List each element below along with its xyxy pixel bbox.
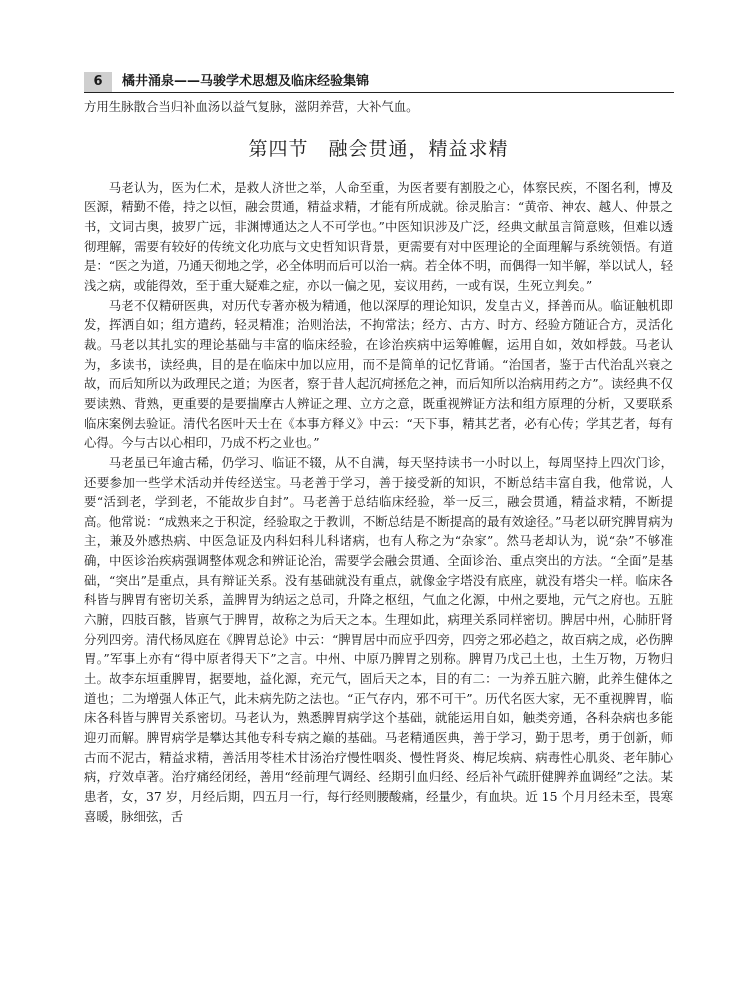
section-title: 第四节 融会贯通，精益求精 bbox=[248, 137, 509, 160]
page-number: 6 bbox=[84, 72, 112, 92]
running-header bbox=[84, 72, 674, 93]
running-title: 橘井涌泉——马骏学术思想及临床经验集锦 bbox=[122, 74, 370, 89]
body-paragraph-1: 马老认为，医为仁术，是救人济世之举，人命至重，为医者要有割股之心，体察民疾，不图名利，博及医源，精勤不倦，持之以恒，融会贯通，精益求精，才能有所成就。徐灵胎言：“黄帝、神农、越人、仲景之书，文词古奥，披罗广远，非渊博通达之人不可学也。”中医知识涉及广泛，经典文献虽言简意赅，但难以透彻理解，需要有较好的传统文化功底与文史哲知识背景，更需要有对中医理论的全面理解与系统领悟。有道是：“医之为道，乃通天彻地之学，必全体明而后可以治一病。若全体不明，而偶得一知半解，举以试人，轻浅之病，或能得效，至于重大疑难之症，亦以一偏之见，妄议用药，一或有误，生死立判矣。” bbox=[84, 179, 673, 293]
page-body bbox=[84, 97, 673, 826]
body-paragraph-2: 马老不仅精研医典，对历代专著亦极为精通，他以深厚的理论知识，发皇古义，择善而从。临证触机即发，挥洒自如；组方遣药，轻灵精准；治则治法，不拘常法；经方、古方、时方、经验方随证合方，灵活化裁。马老以其扎实的理论基础与丰富的临床经验，在诊治疾病中运筹帷幄，运用自如，效如桴鼓。马老认为，多读书，读经典，目的是在临床中加以应用，而不是简单的记忆背诵。“治国者，鉴于古代治乱兴衰之故，而后知所以为政理民之道；为医者，察于昔人起沉疴拯危之神，而后知所以治病用药之方”。读经典不仅要读熟、背熟，更重要的是要揣摩古人辨证之理、立方之意，既重视辨证方法和组方原理的分析，又要联系临床案例去验证。清代名医叶天士在《本事方释义》中云：“天下事，精其艺者，必有心传；学其艺者，每有心得。今与古以心相印，乃成不朽之业也。” bbox=[84, 297, 673, 451]
lead-paragraph: 方用生脉散合当归补血汤以益气复脉，滋阴养营，大补气血。 bbox=[84, 99, 419, 114]
body-paragraph-3: 马老虽已年逾古稀，仍学习、临证不辍，从不自满，每天坚持读书一小时以上，每周坚持上四次门诊，还要参加一些学术活动并传经送宝。马老善于学习，善于接受新的知识，不断总结丰富自我，他常说，人要“活到老，学到老，不能故步自封”。马老善于总结临床经验，举一反三，融会贯通，精益求精，不断提高。他常说：“成熟来之于积淀，经验取之于教训，不断总结是不断提高的最有效途径。”马老以研究脾胃病为主，兼及外感热病、中医急证及内科妇科儿科诸病，也有人称之为“杂家”。然马老却认为，说“杂”不够准确，中医诊治疾病强调整体观念和辨证论治，需要学会融会贯通、全面诊治、重点突出的方法。“全面”是基础，“突出”是重点，具有辩证关系。没有基础就没有重点，就像金字塔没有底座，就没有塔尖一样。临床各科皆与脾胃有密切关系，盖脾胃为纳运之总司，升降之枢纽，气血之化源，中州之要地，元气之府也。五脏六腑，四肢百骸，皆禀气于脾胃，故称之为后天之本。生理如此，病理关系同样密切。脾居中州，心肺肝肾分列四旁。清代杨凤庭在《脾胃总论》中云：“脾胃居中而应乎四旁，四旁之邪必趋之，故百病之成，必伤脾胃。”军事上亦有“得中原者得天下”之言。中州、中原乃脾胃之别称。脾胃乃戊己土也，土生万物，万物归土。故李东垣重脾胃，据要地，益化源，充元气，固后天之本，目的有二：一为养五脏六腑，此养生健体之道也；二为增强人体正气，此未病先防之法也。“正气存内，邪不可干”。历代名医大家，无不重视脾胃，临床各科皆与脾胃关系密切。马老认为，熟悉脾胃病学这个基础，就能运用自如，触类旁通，各科杂病也多能迎刃而解。脾胃病学是攀达其他专科专病之巅的基础。马老精通医典，善于学习，勤于思考，勇于创新，师古而不泥古，精益求精，善活用苓桂术甘汤治疗慢性咽炎、慢性肾炎、梅尼埃病、病毒性心肌炎、老年肺心病，疗效卓著。治疗痛经闭经，善用“经前理气调经、经期引血归经、经后补气疏肝健脾养血调经”之法。某患者，女，37 岁，月经后期，四五月一行，每行经则腰酸痛，经量少，有血块。近 15 个月月经未至，畏寒喜暖，脉细弦，舌 bbox=[84, 454, 673, 824]
